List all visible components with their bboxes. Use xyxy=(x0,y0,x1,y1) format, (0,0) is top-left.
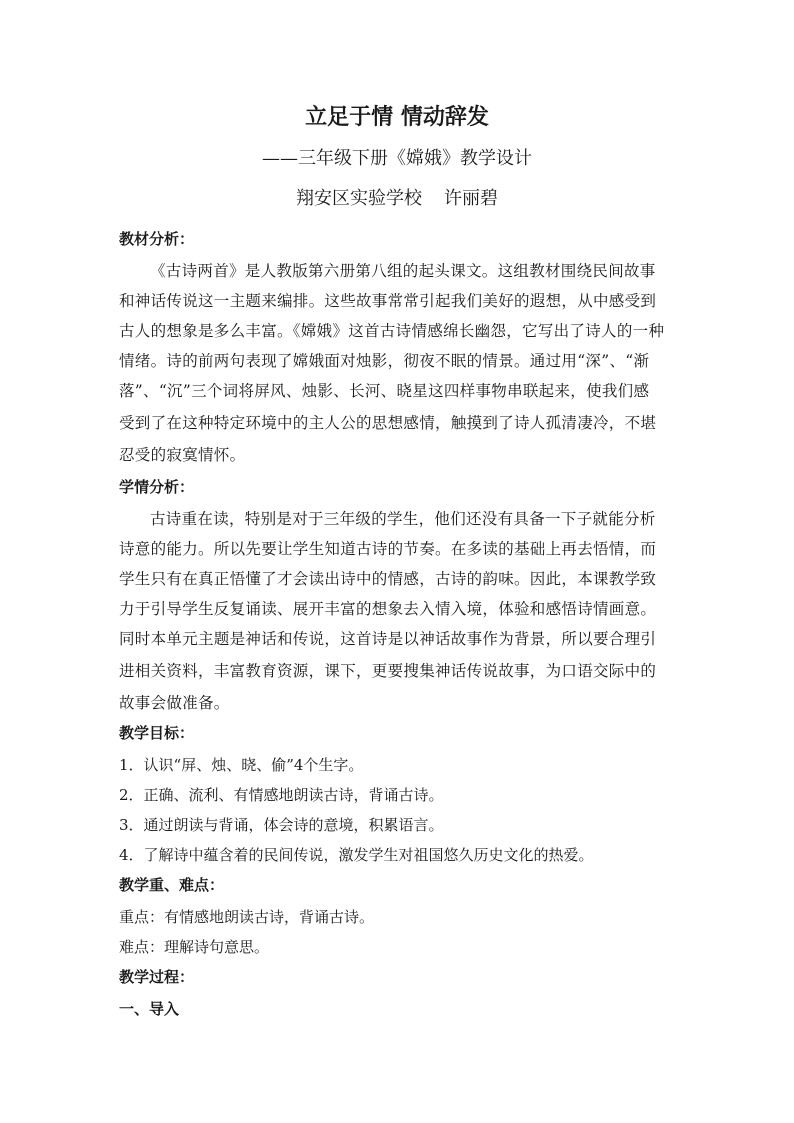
students-line: 同时本单元主题是神话和传说，这首诗是以神话故事作为背景，所以要合理引 xyxy=(119,630,657,648)
section-heading-goals: 教学目标： xyxy=(119,724,195,742)
material-line: 受到了在这种特定环境中的主人公的思想感情，触摸到了诗人孤清凄冷，不堪 xyxy=(119,414,657,432)
process-step-intro: 一、导入 xyxy=(119,1000,180,1018)
students-line: 古诗重在读，特别是对于三年级的学生，他们还没有具备一下子就能分析 xyxy=(150,510,656,528)
goal-item: 2．正确、流利、有情感地朗读古诗，背诵古诗。 xyxy=(119,786,444,804)
goal-item: 3．通过朗读与背诵，体会诗的意境，积累语言。 xyxy=(119,816,444,834)
author-school: 翔安区实验学校 xyxy=(296,188,422,209)
goal-item: 1．认识“屏、烛、晓、偷”4个生字。 xyxy=(119,756,364,774)
difficult-point: 难点：理解诗句意思。 xyxy=(119,938,270,956)
material-line: 和神话传说这一主题来编排。这些故事常常引起我们美好的遐想，从中感受到 xyxy=(119,292,657,310)
section-heading-material: 教材分析： xyxy=(119,230,195,248)
goal-item: 4．了解诗中蕴含着的民间传说，激发学生对祖国悠久历史文化的热爱。 xyxy=(119,846,594,864)
material-line: 《古诗两首》是人教版第六册第八组的起头课文。这组教材围绕民间故事 xyxy=(150,262,656,280)
author-name: 许丽碧 xyxy=(444,188,498,209)
material-line: 忍受的寂寞情怀。 xyxy=(119,446,246,464)
students-line: 进相关资料，丰富教育资源，课下，更要搜集神话传说故事，为口语交际中的 xyxy=(119,662,657,680)
students-line: 力于引导学生反复诵读、展开丰富的想象去入情入境，体验和感悟诗情画意。 xyxy=(119,600,657,618)
document-title: 立足于情 情动辞发 xyxy=(305,104,489,130)
section-heading-students: 学情分析： xyxy=(119,478,195,496)
section-heading-process: 教学过程： xyxy=(119,968,195,986)
key-point: 重点：有情感地朗读古诗，背诵古诗。 xyxy=(119,908,375,926)
students-line: 故事会做准备。 xyxy=(119,694,230,712)
material-line: 古人的想象是多么丰富。《嫦娥》这首古诗情感绵长幽怨，它写出了诗人的一种 xyxy=(119,322,665,340)
document-subtitle: ——三年级下册《嫦娥》教学设计 xyxy=(262,148,532,169)
section-heading-focus: 教学重、难点： xyxy=(119,876,225,894)
students-line: 诗意的能力。所以先要让学生知道古诗的节奏。在多读的基础上再去悟情，而 xyxy=(119,540,657,558)
material-line: 情绪。诗的前两句表现了嫦娥面对烛影，彻夜不眠的情景。通过用“深”、“渐 xyxy=(119,352,650,370)
material-line: 落”、“沉”三个词将屏风、烛影、长河、晓星这四样事物串联起来，使我们感 xyxy=(119,382,650,400)
students-line: 学生只有在真正悟懂了才会读出诗中的情感，古诗的韵味。因此，本课教学致 xyxy=(119,570,657,588)
author-line xyxy=(0,186,794,212)
